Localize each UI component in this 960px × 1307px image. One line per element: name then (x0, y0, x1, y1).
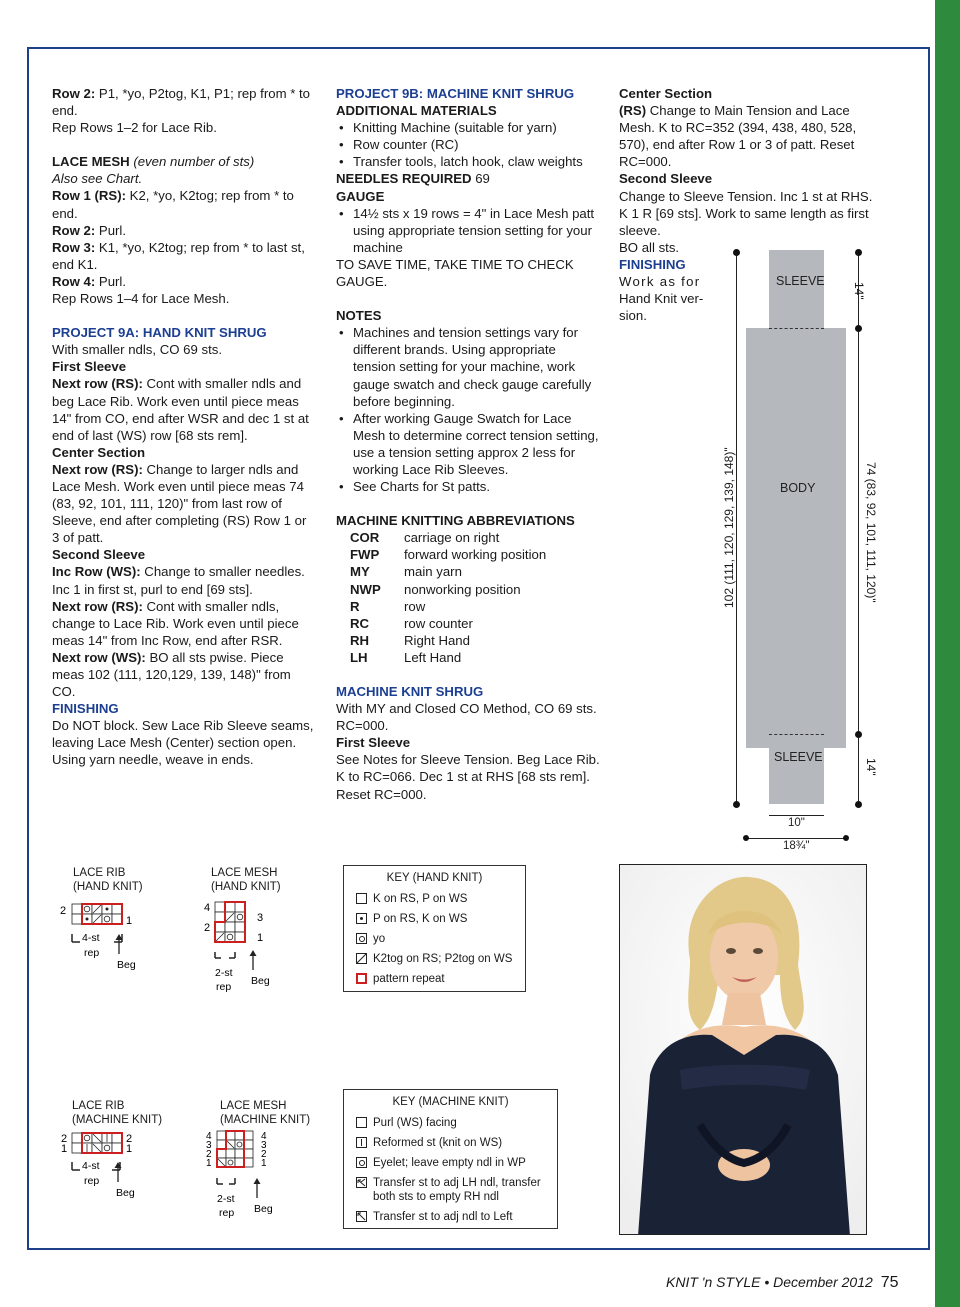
empty-square-icon (356, 893, 367, 904)
row-number: 1 (261, 1158, 267, 1169)
key-row: yo (344, 932, 525, 946)
list-item: • Row counter (RC) (336, 136, 600, 153)
arrow-square-icon (356, 1177, 367, 1188)
lace-rib-machine-title: LACE RIB (MACHINE KNIT) (72, 1100, 163, 1126)
lace-mesh-machine-chart (205, 1128, 285, 1228)
beg-label: Beg (251, 975, 270, 987)
key-row: K on RS, P on WS (344, 892, 525, 906)
row-number: 4 (206, 1131, 212, 1142)
key-row: P on RS, K on WS (344, 912, 525, 926)
row-number: 2 (61, 1133, 68, 1145)
body-label: BODY (780, 481, 816, 495)
abbreviations-list (350, 529, 600, 666)
left-total-length-label: 102 (111, 120, 129, 139, 148)" (722, 447, 736, 608)
first-sleeve-text: Next row (RS): Cont with smaller ndls and beg Lace Rib. Work even until piece meas 14" from CO, end after WSR and dec 1 st at end of last (WS) row [68 sts rem]. (52, 376, 309, 443)
beg-label: Beg (117, 959, 136, 971)
key-hand-knit (343, 865, 526, 992)
second-sleeve-heading: Second Sleeve (52, 547, 146, 563)
circle-square-icon (356, 1157, 367, 1168)
materials-list (336, 119, 600, 170)
repeat-label: rep (84, 947, 100, 959)
list-item: NWP nonworking position (350, 581, 521, 597)
list-item: • Knitting Machine (suitable for yarn) (336, 119, 600, 136)
dim-dot (733, 801, 740, 808)
page-footer (666, 1274, 899, 1292)
row-number: 4 (204, 902, 211, 914)
beg-label: Beg (116, 1187, 135, 1199)
list-item: LH Left Hand (350, 649, 462, 665)
model-illustration (620, 865, 867, 1235)
project-9a-intro: With smaller ndls, CO 69 sts. (52, 342, 223, 358)
right-dimension-line (858, 252, 859, 804)
additional-materials-heading: ADDITIONAL MATERIALS (336, 103, 497, 119)
row-number: 4 (261, 1131, 267, 1142)
repeat-label: rep (219, 1207, 235, 1219)
mk-center-section-text: (RS) Change to Main Tension and Lace Mesh. K to RC=352 (394, 438, 480, 528, 570), end after Row 1 or 3 of patt. Reset RC=000. (619, 103, 857, 170)
right-mid-length-label: 74 (83, 92, 101, 111, 120)" (864, 462, 878, 603)
row-number: 2 (60, 905, 67, 917)
mk-finishing-text-2: Hand Knit ver- (619, 291, 704, 307)
row-number: 1 (257, 932, 264, 944)
key-row: K2tog on RS; P2tog on WS (344, 952, 525, 966)
sleeve-width-label: 10" (788, 817, 805, 829)
right-bottom-length-label: 14" (864, 758, 878, 776)
mk-center-section-heading: Center Section (619, 86, 713, 101)
lace-rib-hand-title: LACE RIB (HAND KNIT) (73, 867, 143, 893)
gauge-heading: GAUGE (336, 188, 385, 204)
shrug-schematic (690, 240, 890, 860)
rep-lace-rib: Rep Rows 1–2 for Lace Rib. (52, 120, 217, 136)
lace-mesh-hand-title: LACE MESH (HAND KNIT) (211, 867, 281, 893)
body-width-line (746, 838, 846, 839)
second-sleeve-next-ws: Next row (WS): BO all sts pwise. Piece meas 102 (111, 120,129, 139, 148)" from CO. (52, 649, 291, 700)
sleeve-top-label: SLEEVE (776, 274, 825, 288)
also-see-chart: Also see Chart. (52, 171, 143, 187)
sleeve-width-line (769, 815, 824, 816)
key-row: Purl (WS) facing (344, 1116, 557, 1130)
dim-dot (743, 835, 749, 841)
first-sleeve-heading: First Sleeve (52, 359, 127, 375)
row-number: 2 (206, 1149, 212, 1160)
lace-rib-machine-chart (60, 1130, 160, 1210)
row-number: 2 (204, 922, 211, 934)
body-width-label: 18¾" (783, 840, 810, 852)
list-item: • 14½ sts x 19 rows = 4" in Lace Mesh patt using appropriate tension setting for your machine (336, 205, 600, 256)
key-row: Transfer st to adj LH ndl, transfer both sts to empty RH ndl (344, 1176, 557, 1204)
mesh-row2: Row 2: Purl. (52, 222, 127, 238)
repeat-label: 2-st (217, 1193, 235, 1205)
row-number: 3 (257, 912, 264, 924)
list-item: RC row counter (350, 615, 473, 631)
mesh-row4: Row 4: Purl. (52, 273, 127, 289)
list-item: MY main yarn (350, 564, 462, 580)
bar-square-icon (356, 1137, 367, 1148)
mk-second-sleeve-heading: Second Sleeve (619, 171, 713, 187)
save-time-note: TO SAVE TIME, TAKE TIME TO CHECK GAUGE. (336, 256, 574, 290)
machine-knit-shrug-text: With MY and Closed CO Method, CO 69 sts. RC=000. (336, 701, 597, 734)
project-9a-heading: PROJECT 9A: HAND KNIT SHRUG (52, 325, 267, 341)
center-section-text: Next row (RS): Change to larger ndls and Lace Mesh. Work even until piece meas 74 (83, 92, 101, 111, 120)" from last row of Sleeve, end after completing (RS) Row 1 or 3 of patt. (52, 461, 307, 546)
key-row: Reformed st (knit on WS) (344, 1136, 557, 1150)
dim-dot (843, 835, 849, 841)
mesh-row3: Row 3: K1, *yo, K2tog; rep from * to last st, end K1. (52, 239, 305, 272)
dim-dot (855, 731, 862, 738)
key-row: pattern repeat (344, 972, 525, 986)
dim-dot (855, 249, 862, 256)
mk-finishing-heading: FINISHING (619, 256, 686, 272)
repeat-label: rep (84, 1175, 100, 1187)
row-number: 1 (61, 1143, 68, 1155)
dashed-seam-top (769, 328, 824, 329)
magazine-credit: KNIT 'n STYLE • December 2012 (666, 1274, 873, 1290)
mk-first-sleeve-text: See Notes for Sleeve Tension. Beg Lace Rib. K to RC=066. Dec 1 st at RHS [68 sts rem]. Reset RC=000. (336, 752, 600, 802)
row-number: 1 (206, 1158, 212, 1169)
repeat-label: rep (216, 981, 232, 993)
list-item: • Machines and tension settings vary for different brands. Using appropriate tension setting for your machine, work gauge swatch and check gauge carefully before beginning. (336, 324, 600, 409)
dot-square-icon (356, 913, 367, 924)
project-9b-heading: PROJECT 9B: MACHINE KNIT SHRUG (336, 86, 575, 101)
circle-square-icon (356, 933, 367, 944)
list-item: RH Right Hand (350, 632, 470, 648)
key-title: KEY (MACHINE KNIT) (392, 1096, 509, 1108)
row-number: 3 (261, 1140, 267, 1151)
page-number: 75 (880, 1274, 899, 1291)
list-item: COR carriage on right (350, 530, 500, 546)
lace-mesh-machine-title: LACE MESH (MACHINE KNIT) (220, 1100, 311, 1126)
body-shape (746, 328, 846, 748)
mk-second-sleeve-text: Change to Sleeve Tension. Inc 1 st at RHS. K 1 R [69 sts]. Work to same length as first sleeve. (619, 188, 873, 238)
sleeve-top-shape (769, 250, 824, 338)
list-item: R row (350, 598, 426, 614)
second-sleeve-next-rs: Next row (RS): Cont with smaller ndls, change to Lace Rib. Work even until piece meas 14" from Inc Row, end after RSR. (52, 598, 299, 648)
sleeve-bottom-shape (769, 730, 824, 804)
mk-finishing-text-3: sion. (619, 308, 647, 324)
empty-square-icon (356, 1117, 367, 1128)
dim-dot (733, 249, 740, 256)
key-machine-knit (343, 1089, 558, 1229)
dim-dot (855, 325, 862, 332)
key-row: Eyelet; leave empty ndl in WP (344, 1156, 557, 1170)
mk-first-sleeve-heading: First Sleeve (336, 735, 411, 751)
finishing-text: Do NOT block. Sew Lace Rib Sleeve seams, leaving Lace Mesh (Center) section open. Using yarn needle, weave in ends. (52, 718, 314, 768)
list-item: • Transfer tools, latch hook, claw weights (336, 153, 600, 170)
abbreviations-heading: MACHINE KNITTING ABBREVIATIONS (336, 513, 575, 529)
machine-knit-shrug-heading: MACHINE KNIT SHRUG (336, 684, 484, 699)
lace-mesh-heading: LACE MESH (even number of sts) (52, 154, 255, 170)
mk-finishing-text-1: Work as for (619, 274, 701, 290)
mk-bo-text: BO all sts. (619, 239, 680, 255)
right-top-length-label: 14" (852, 282, 866, 300)
row-number: 1 (126, 915, 133, 927)
repeat-label: 4-st (82, 932, 100, 944)
slash-square-icon (356, 953, 367, 964)
rep-lace-mesh: Rep Rows 1–4 for Lace Mesh. (52, 291, 230, 307)
left-dimension-line (736, 252, 737, 804)
column-2 (336, 85, 600, 803)
list-item: FWP forward working position (350, 547, 547, 563)
row-number: 1 (126, 1143, 133, 1155)
red-square-icon (356, 973, 367, 984)
repeat-label: 2-st (215, 967, 233, 979)
gauge-list (336, 205, 600, 256)
model-photo (619, 864, 867, 1235)
key-row: Transfer st to adj ndl to Left (344, 1210, 557, 1224)
list-item: • After working Gauge Swatch for Lace Mesh to determine correct tension setting, use a tension setting approx 2 less for working Lace Rib Sleeves. (336, 410, 600, 478)
side-color-strip (935, 0, 960, 1307)
center-section-heading: Center Section (52, 444, 146, 460)
dashed-seam-bottom (769, 734, 824, 735)
dim-dot (855, 801, 862, 808)
row-number: 2 (261, 1149, 267, 1160)
row-number: 3 (206, 1140, 212, 1151)
mesh-row1: Row 1 (RS): K2, *yo, K2tog; rep from * to end. (52, 188, 294, 221)
lace-rib-hand-chart (58, 900, 158, 980)
notes-heading: NOTES (336, 308, 382, 324)
row-number: 2 (126, 1133, 133, 1145)
list-item: • See Charts for St patts. (336, 478, 600, 495)
key-title: KEY (HAND KNIT) (386, 872, 483, 884)
sleeve-bottom-label: SLEEVE (774, 750, 823, 764)
finishing-heading: FINISHING (52, 701, 119, 717)
beg-label: Beg (254, 1203, 273, 1215)
notes-list (336, 324, 600, 495)
column-1 (52, 85, 314, 769)
lace-rib-row2: Row 2: P1, *yo, P2tog, K1, P1; rep from * to end. (52, 86, 311, 119)
needles-required: NEEDLES REQUIRED 69 (336, 171, 490, 187)
second-sleeve-inc-row: Inc Row (WS): Change to smaller needles. Inc 1 in first st, purl to end [69 sts]. (52, 564, 305, 597)
arrow-left-square-icon (356, 1211, 367, 1222)
repeat-label: 4-st (82, 1160, 100, 1172)
lace-mesh-hand-chart (203, 898, 283, 998)
